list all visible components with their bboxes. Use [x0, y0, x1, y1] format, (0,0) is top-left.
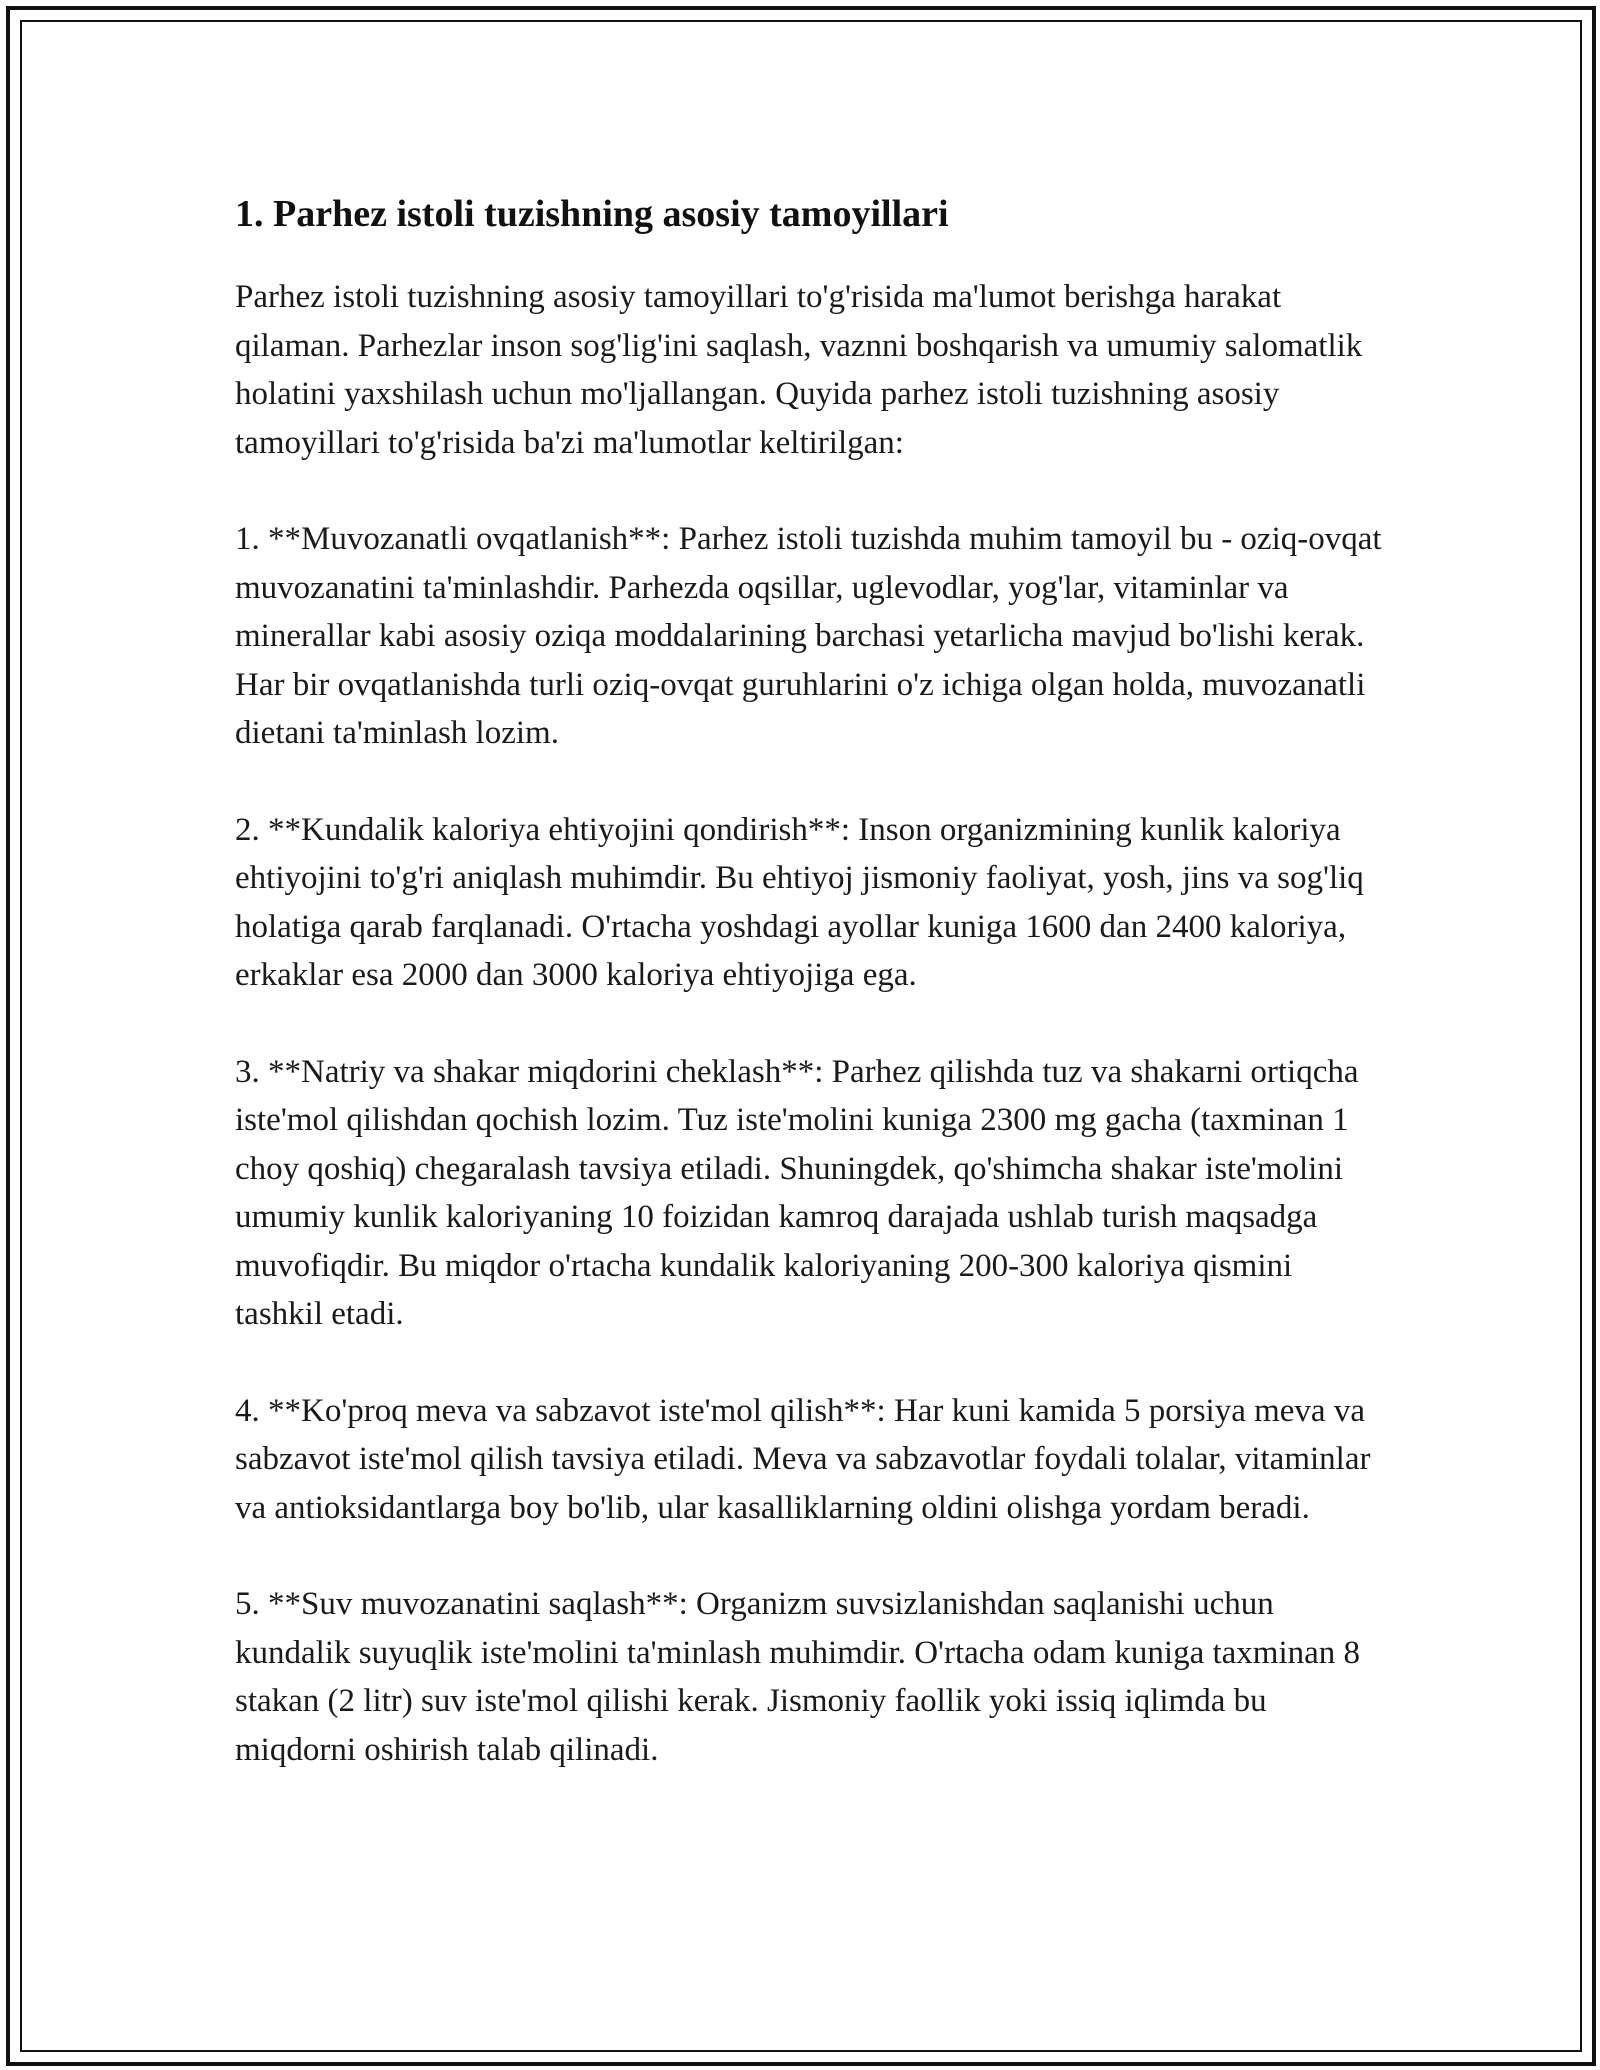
- principle-paragraph-5: 5. **Suv muvozanatini saqlash**: Organizm suvsizlanishdan saqlanishi uchun kundalik suyuqlik iste'molini ta'minlash muhimdir. O'rtacha odam kuniga taxminan 8 stakan (2 litr) suv iste'mol qilishi kerak. Jismoniy faollik yoki issiq iqlimda bu miqdorni oshirish talab qilinadi.: [235, 1586, 1361, 1768]
- principle-paragraph-3: 3. **Natriy va shakar miqdorini cheklash**: Parhez qilishda tuz va shakarni ortiqcha iste'mol qilishdan qochish lozim. Tuz iste'molini kuniga 2300 mg gacha (taxminan 1 choy qoshiq) chegaralash tavsiya etiladi. Shuningdek, qo'shimcha shakar iste'molini umumiy kunlik kaloriyaning 10 foizidan kamroq darajada ushlab turish maqsadga muvofiqdir. Bu miqdor o'rtacha kundalik kaloriyaning 200-300 kaloriya qismini tashkil etadi.: [235, 1053, 1359, 1332]
- principle-paragraph-4: 4. **Ko'proq meva va sabzavot iste'mol qilish**: Har kuni kamida 5 porsiya meva va sabzavot iste'mol qilish tavsiya etiladi. Meva va sabzavotlar foydali tolalar, vitaminlar va antioksidantlarga boy bo'lib, ular kasalliklarning oldini olishga yordam beradi.: [235, 1392, 1371, 1526]
- intro-paragraph: Parhez istoli tuzishning asosiy tamoyillari to'g'risida ma'lumot berishga harakat qilaman. Parhezlar inson sog'lig'ini saqlash, vaznni boshqarish va umumiy salomatlik holatini yaxshilash uchun mo'ljallangan. Quyida parhez istoli tuzishning asosiy tamoyillari to'g'risida ba'zi ma'lumotlar keltirilgan:: [235, 279, 1363, 461]
- document-body: [235, 185, 1385, 1822]
- principle-paragraph-2: 2. **Kundalik kaloriya ehtiyojini qondirish**: Inson organizmining kunlik kaloriya ehtiyojini to'g'ri aniqlash muhimdir. Bu ehtiyoj jismoniy faoliyat, yosh, jins va sog'liq holatiga qarab farqlanadi. O'rtacha yoshdagi ayollar kuniga 1600 dan 2400 kaloriya, erkaklar esa 2000 dan 3000 kaloriya ehtiyojiga ega.: [235, 811, 1364, 993]
- document-title: 1. Parhez istoli tuzishning asosiy tamoyillari: [235, 193, 949, 235]
- principle-paragraph-1: 1. **Muvozanatli ovqatlanish**: Parhez istoli tuzishda muhim tamoyil bu - oziq-ovqat muvozanatini ta'minlashdir. Parhezda oqsillar, uglevodlar, yog'lar, vitaminlar va minerallar kabi asosiy oziqa moddalarining barchasi yetarlicha mavjud bo'lishi kerak. Har bir ovqatlanishda turli oziq-ovqat guruhlarini o'z ichiga olgan holda, muvozanatli dietani ta'minlash lozim.: [235, 521, 1382, 751]
